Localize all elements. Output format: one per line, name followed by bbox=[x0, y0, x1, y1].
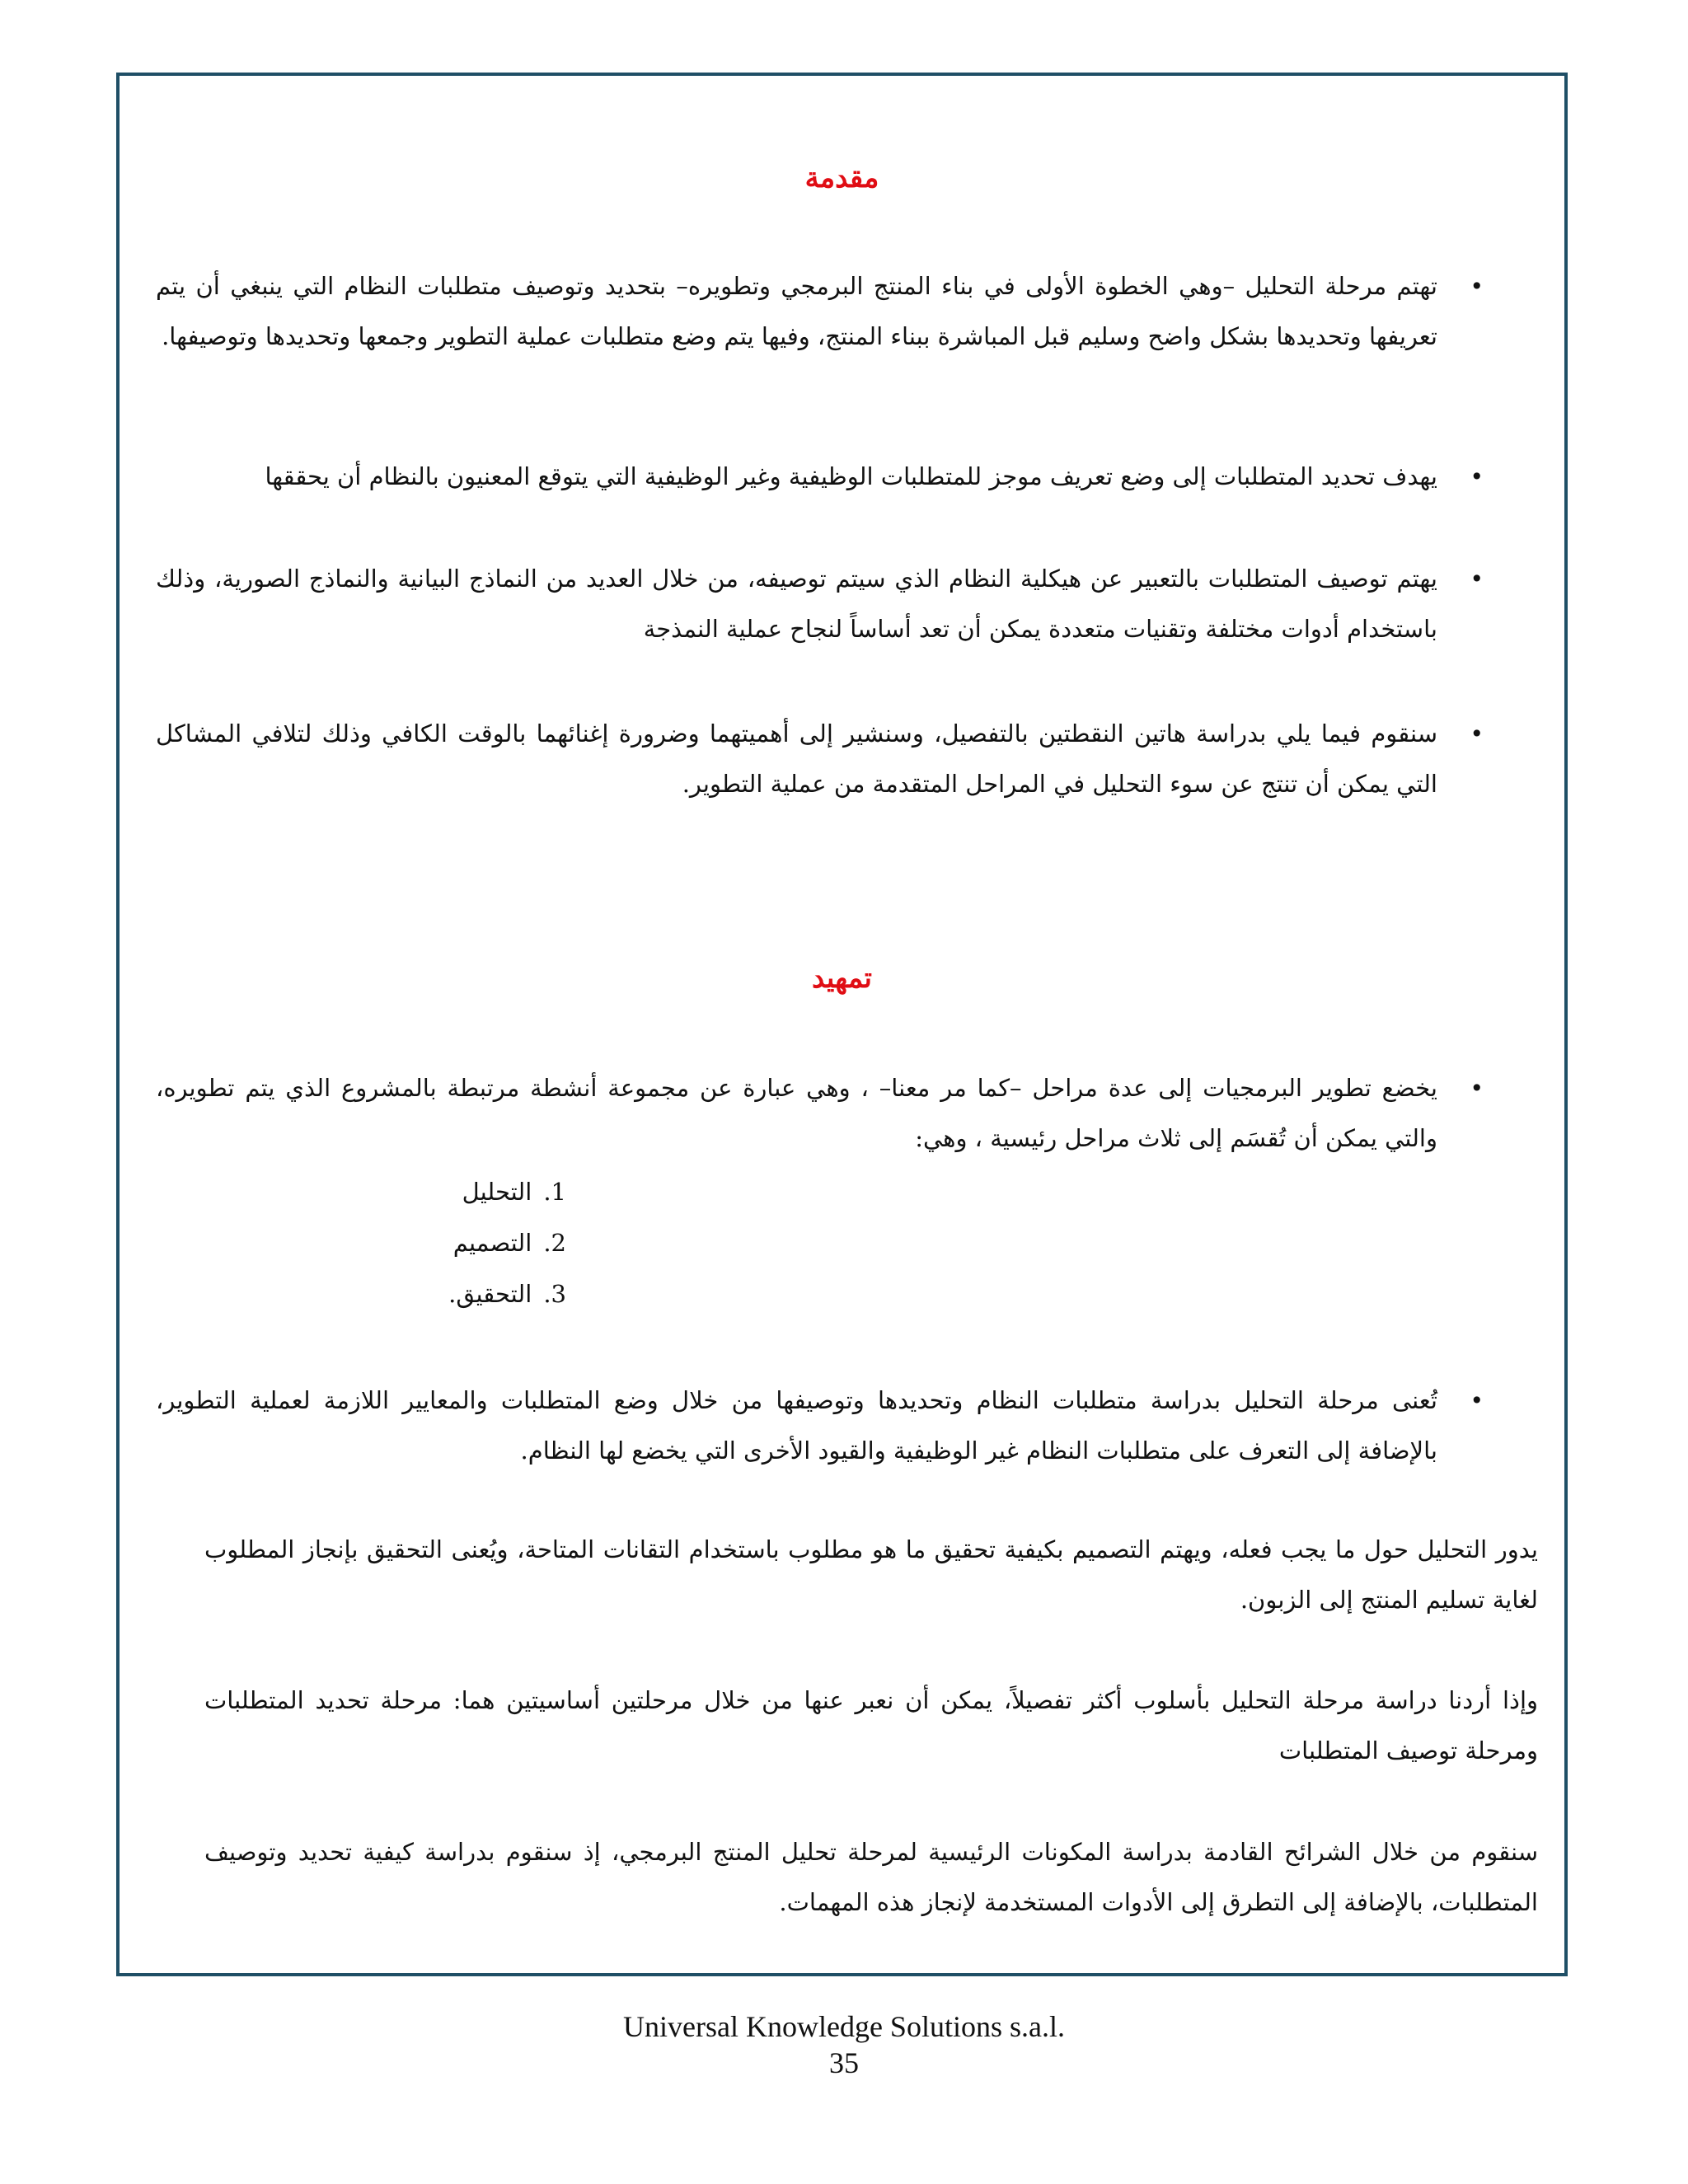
phase-item bbox=[448, 1268, 566, 1319]
phase-number: 2. bbox=[543, 1229, 566, 1257]
preface-bullet-list-2 bbox=[156, 1376, 1484, 1476]
phase-label: التحليل bbox=[462, 1178, 532, 1206]
phase-label: التصميم bbox=[452, 1229, 532, 1257]
intro-bullet-3-text: يهتم توصيف المتطلبات بالتعبير عن هيكلية النظام الذي سيتم توصيفه، من خلال العديد من النماذج البيانية والنماذج الصورية، وذلك باستخدام أدوات مختلفة وتقنيات متعددة يمكن أن تعد أساساً لنجاح عملية النمذجة bbox=[156, 565, 1437, 643]
bullet-icon: • bbox=[1470, 720, 1484, 748]
bullet-icon: • bbox=[1470, 1075, 1484, 1102]
bullet-icon: • bbox=[1470, 565, 1484, 593]
phase-item bbox=[448, 1217, 566, 1268]
intro-bullet-2 bbox=[156, 452, 1484, 502]
preface-title: تمهيد bbox=[812, 962, 872, 995]
preface-bullet-2-text: تُعنى مرحلة التحليل بدراسة متطلبات النظام وتحديدها وتوصيفها من خلال وضع المتطلبات والمعايير اللازمة لعملية التطوير، بالإضافة إلى التعرف على متطلبات النظام غير الوظيفية والقيود الأخرى التي يخضع لها النظام. bbox=[156, 1386, 1437, 1465]
phase-label: التحقيق. bbox=[448, 1280, 532, 1308]
intro-bullet-4 bbox=[156, 709, 1484, 809]
intro-bullet-4-text: سنقوم فيما يلي بدراسة هاتين النقطتين بالتفصيل، وسنشير إلى أهميتهما وضرورة إغنائهما بالوقت الكافي وذلك لتلافي المشاكل التي يمكن أن تنتج عن سوء التحليل في المراحل المتقدمة من عملية التطوير. bbox=[156, 719, 1437, 798]
intro-bullet-list bbox=[156, 261, 1484, 362]
phases-list bbox=[448, 1166, 566, 1319]
preface-bullet-1 bbox=[156, 1063, 1484, 1164]
footer-company: Universal Knowledge Solutions s.a.l. bbox=[623, 2010, 1065, 2043]
phase-number: 1. bbox=[543, 1178, 566, 1206]
phase-item bbox=[448, 1166, 566, 1217]
intro-bullet-1 bbox=[156, 261, 1484, 362]
preface-paragraph-2: وإذا أردنا دراسة مرحلة التحليل بأسلوب أكثر تفصيلاً، يمكن أن نعبر عنها من خلال مرحلتين أساسيتين هما: مرحلة تحديد المتطلبات ومرحلة توصيف المتطلبات bbox=[204, 1686, 1538, 1765]
preface-bullet-1-text: يخضع تطوير البرمجيات إلى عدة مراحل –كما مر معنا– ، وهي عبارة عن مجموعة أنشطة مرتبطة بالمشروع الذي يتم تطويره، والتي يمكن أن تُقسَم إلى ثلاث مراحل رئيسية ، وهي: bbox=[156, 1074, 1437, 1152]
page-frame bbox=[116, 73, 1568, 1976]
bullet-icon: • bbox=[1470, 1387, 1484, 1414]
intro-bullet-3 bbox=[156, 554, 1484, 654]
preface-bullet-2 bbox=[156, 1376, 1484, 1476]
bullet-icon: • bbox=[1470, 463, 1484, 490]
intro-title: مقدمة bbox=[804, 162, 879, 194]
intro-bullet-list-2 bbox=[156, 452, 1484, 502]
bullet-icon: • bbox=[1470, 273, 1484, 300]
preface-paragraph-1: يدور التحليل حول ما يجب فعله، ويهتم التصميم بكيفية تحقيق ما هو مطلوب باستخدام التقانات المتاحة، ويُعنى التحقيق بإنجاز المطلوب لغاية تسليم المنتج إلى الزبون. bbox=[204, 1535, 1538, 1614]
intro-bullet-2-text: يهدف تحديد المتطلبات إلى وضع تعريف موجز للمتطلبات الوظيفية وغير الوظيفية التي يتوقع المعنيون بالنظام أن يحققها bbox=[265, 462, 1437, 490]
preface-paragraph-3: سنقوم من خلال الشرائح القادمة بدراسة المكونات الرئيسية لمرحلة تحليل المنتج البرمجي، إذ سنقوم بدراسة كيفية تحديد وتوصيف المتطلبات، بالإضافة إلى التطرق إلى الأدوات المستخدمة لإنجاز هذه المهمات. bbox=[204, 1838, 1538, 1916]
phase-number: 3. bbox=[543, 1280, 566, 1308]
intro-bullet-list-4 bbox=[156, 709, 1484, 809]
intro-bullet-1-text: تهتم مرحلة التحليل –وهي الخطوة الأولى في بناء المنتج البرمجي وتطويره– بتحديد وتوصيف متطلبات النظام التي ينبغي أن يتم تعريفها وتحديدها بشكل واضح وسليم قبل المباشرة ببناء المنتج، وفيها يتم وضع متطلبات عملية التطوير وجمعها وتحديدها وتوصيفها. bbox=[156, 272, 1437, 350]
preface-bullet-list bbox=[156, 1063, 1484, 1164]
intro-bullet-list-3 bbox=[156, 554, 1484, 654]
footer-page-number: 35 bbox=[829, 2046, 859, 2079]
